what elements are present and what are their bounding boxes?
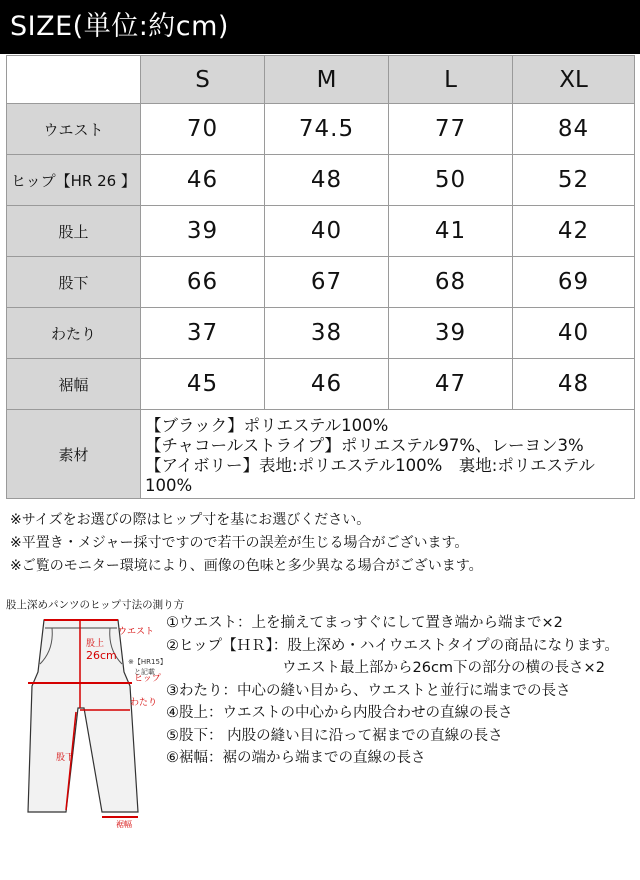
- material-line: 【チャコールストライプ】ポリエステル97%、レーヨン3%: [145, 435, 584, 455]
- title-bar: [0, 0, 640, 54]
- diagram-label-rise: 股上: [86, 639, 105, 649]
- diagram-label-hr-note: と記載: [134, 668, 155, 676]
- row-label-rise: 股上: [7, 206, 141, 257]
- corner-cell: [7, 56, 141, 104]
- size-table: [6, 55, 635, 499]
- table-row: [7, 155, 635, 206]
- note-line: ※サイズをお選びの際はヒップ寸を基にお選びください。: [10, 512, 371, 528]
- table-cell: 84: [513, 104, 635, 155]
- note-line: ※平置き・メジャー採寸ですので若干の誤差が生じる場合がございます。: [10, 535, 469, 551]
- step-line: ①ウエスト：上を揃えてまっすぐにして置き端から端まで×2: [166, 615, 563, 631]
- table-row: [7, 359, 635, 410]
- step-line: ウエスト最上部から26cm下の部分の横の長さ×2: [166, 660, 605, 676]
- table-cell: 70: [141, 104, 265, 155]
- table-cell: 41: [389, 206, 513, 257]
- table-cell: 68: [389, 257, 513, 308]
- row-label-hip: ヒップ【HR 26 】: [7, 155, 141, 206]
- material-line: 100%: [145, 475, 193, 495]
- diagram-label-hem: 裾幅: [116, 820, 132, 829]
- note-line: ※ご覧のモニター環境により、画像の色味と多少異なる場合がございます。: [10, 558, 483, 574]
- header-row: [7, 56, 635, 104]
- table-cell: 46: [141, 155, 265, 206]
- pants-diagram: [6, 612, 167, 830]
- diagram-label-hr: ※【HR15】: [128, 658, 167, 666]
- table-cell: 40: [513, 308, 635, 359]
- table-row: [7, 206, 635, 257]
- col-header-m: M: [265, 56, 389, 104]
- row-label-waist: ウエスト: [7, 104, 141, 155]
- table-cell: 39: [389, 308, 513, 359]
- step-line: ③わたり：中心の縫い目から、ウエストと並行に端までの長さ: [166, 682, 571, 699]
- page-title: SIZE(単位:約cm): [10, 11, 229, 42]
- table-cell: 39: [141, 206, 265, 257]
- step-line: ④股上：ウエストの中心から内股合わせの直線の長さ: [166, 705, 513, 721]
- row-label-hem: 裾幅: [7, 359, 141, 410]
- step-line: ⑤股下： 内股の縫い目に沿って裾までの直線の長さ: [166, 727, 503, 744]
- diagram-label-waist: ウエスト: [118, 627, 155, 637]
- measurement-steps: [166, 612, 619, 770]
- row-label-inseam: 股下: [7, 257, 141, 308]
- diagram-label-inseam: 股下: [56, 753, 75, 763]
- col-header-s: S: [141, 56, 265, 104]
- table-cell: 45: [141, 359, 265, 410]
- material-line: 【アイボリー】表地:ポリエステル100% 裏地:ポリエステル: [145, 455, 595, 475]
- table-cell: 48: [265, 155, 389, 206]
- table-cell: 67: [265, 257, 389, 308]
- table-cell: 69: [513, 257, 635, 308]
- material-line: 【ブラック】ポリエステル100%: [145, 415, 389, 435]
- diagram-label-rise-cm: 26cm: [86, 649, 117, 662]
- table-cell: 52: [513, 155, 635, 206]
- table-cell: 38: [265, 308, 389, 359]
- table-cell: 40: [265, 206, 389, 257]
- pants-outline: [28, 620, 138, 812]
- table-cell: 66: [141, 257, 265, 308]
- step-line: ⑥裾幅：裾の端から端までの直線の長さ: [166, 750, 426, 766]
- table-row: [7, 308, 635, 359]
- row-label-material: 素材: [7, 410, 141, 499]
- diagram-label-thigh: わたり: [130, 698, 158, 708]
- table-cell: 48: [513, 359, 635, 410]
- col-header-xl: XL: [513, 56, 635, 104]
- material-row: [7, 410, 635, 499]
- table-cell: 37: [141, 308, 265, 359]
- notes: [10, 509, 483, 578]
- table-cell: 50: [389, 155, 513, 206]
- table-row: [7, 257, 635, 308]
- table-cell: 77: [389, 104, 513, 155]
- table-cell: 46: [265, 359, 389, 410]
- diagram-label-hip: ヒップ: [134, 674, 161, 684]
- table-cell: 74.5: [265, 104, 389, 155]
- col-header-l: L: [389, 56, 513, 104]
- table-cell: 42: [513, 206, 635, 257]
- step-line: ②ヒップ【ＨＲ】：股上深め・ハイウエストタイプの商品になります。: [166, 637, 619, 654]
- table-row: [7, 104, 635, 155]
- row-label-thigh: わたり: [7, 308, 141, 359]
- table-cell: 47: [389, 359, 513, 410]
- material-cell: [141, 410, 635, 499]
- howto-title: 股上深めパンツのヒップ寸法の測り方: [6, 599, 185, 611]
